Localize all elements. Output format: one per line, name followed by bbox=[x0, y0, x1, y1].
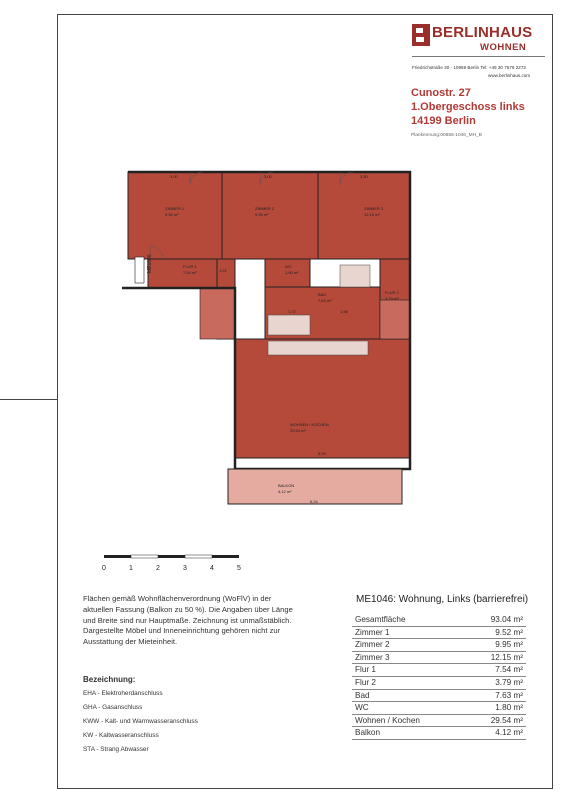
unit-tag-box bbox=[135, 257, 144, 283]
dim-balkon: 6,24 bbox=[310, 499, 318, 504]
area-wc: 1,80 m² bbox=[285, 270, 299, 275]
dim-zimmer2: 3,00 bbox=[264, 174, 272, 179]
legend-item: KWW - Kalt- und Warmwasseranschluss bbox=[83, 718, 198, 725]
dim-bad-b: 1,96 bbox=[340, 309, 348, 314]
dim-bad-a: 1,72 bbox=[288, 309, 296, 314]
room-zimmer2 bbox=[222, 172, 318, 259]
area-value: 9.95 m² bbox=[495, 640, 523, 650]
area-label: Zimmer 1 bbox=[355, 627, 390, 637]
area-label: Zimmer 2 bbox=[355, 640, 390, 650]
area-value: 9.52 m² bbox=[495, 627, 523, 637]
area-value: 3.79 m² bbox=[495, 677, 523, 687]
room-wohnen bbox=[235, 339, 410, 458]
brand-subtitle: WOHNEN bbox=[480, 42, 527, 53]
address-city: 14199 Berlin bbox=[411, 115, 476, 127]
label-flur2: FLUR 2 bbox=[385, 290, 399, 295]
area-zimmer1: 9,52 m² bbox=[165, 212, 179, 217]
legend-item: STA - Strang Abwasser bbox=[83, 746, 149, 753]
area-label: Flur 2 bbox=[355, 677, 376, 687]
area-label: Zimmer 3 bbox=[355, 652, 390, 662]
label-wc: WC bbox=[285, 264, 292, 269]
scale-tick: 0 bbox=[102, 565, 106, 572]
legend-item: KW - Kaltwasseranschluss bbox=[83, 732, 159, 739]
area-row bbox=[352, 652, 526, 665]
area-bad: 7,63 m² bbox=[318, 298, 332, 303]
unit-tag: ME1046 bbox=[147, 254, 153, 273]
area-value: 4.12 m² bbox=[495, 728, 523, 738]
dim-flur: 1,21 bbox=[219, 268, 227, 273]
scale-tick: 2 bbox=[156, 565, 160, 572]
address-street: Cunostr. 27 bbox=[411, 87, 471, 99]
area-value: 12.15 m² bbox=[490, 652, 523, 662]
area-row bbox=[352, 677, 526, 690]
shower bbox=[340, 265, 370, 287]
area-value: 7.63 m² bbox=[495, 690, 523, 700]
dim-zimmer1: 3,00 bbox=[170, 174, 178, 179]
area-balkon: 4,12 m² bbox=[278, 489, 292, 494]
brand-website: www.berlinhaus.com bbox=[488, 73, 531, 78]
label-zimmer2: ZIMMER 2 bbox=[255, 206, 275, 211]
brand-address: Friedrichstraße 30 · 10969 Berlin Tel: +49 30 7676 2272 bbox=[412, 65, 526, 70]
label-wohnen: WOHNEN / KOCHEN bbox=[290, 422, 329, 427]
brand-divider bbox=[412, 56, 545, 57]
scale-bar bbox=[100, 552, 250, 574]
fold-mark bbox=[0, 399, 57, 400]
area-value: 29.54 m² bbox=[490, 715, 523, 725]
area-row bbox=[352, 627, 526, 640]
dim-zimmer3: 3,80 bbox=[360, 174, 368, 179]
area-flur1: 7,54 m² bbox=[183, 270, 197, 275]
area-row bbox=[352, 702, 526, 715]
area-label: Gesamtfläche bbox=[355, 615, 406, 624]
area-disclaimer: Flächen gemäß Wohnflächenverordnung (WoFlV) in der aktuellen Fassung (Balkon zu 50 %). Die Angaben über Länge und Breite sind nur Hauptmaße. Zeichnung ist unmaßstäblich. Dargestellte Möbel und Inneneinrichtung gehören nicht zur Ausstattung der Mieteinheit. bbox=[83, 594, 293, 647]
dim-wohnen: 5,93 bbox=[318, 451, 326, 456]
scale-tick: 5 bbox=[237, 565, 241, 572]
label-zimmer3: ZIMMER 3 bbox=[364, 206, 384, 211]
area-table bbox=[352, 614, 526, 740]
scale-tick: 3 bbox=[183, 565, 187, 572]
area-wohnen: 29,54 m² bbox=[290, 428, 306, 433]
area-row bbox=[352, 690, 526, 703]
area-row bbox=[352, 715, 526, 728]
area-label: Balkon bbox=[355, 728, 381, 738]
bathtub bbox=[268, 315, 310, 335]
legend-title: Bezeichnung: bbox=[83, 675, 136, 684]
scale-tick: 4 bbox=[210, 565, 214, 572]
area-value: 1.80 m² bbox=[495, 703, 523, 713]
area-row bbox=[352, 664, 526, 677]
area-label: Wohnen / Kochen bbox=[355, 715, 420, 725]
plan-code: Plankennung:00655-1046_MH_B bbox=[411, 133, 482, 138]
area-zimmer2: 9,95 m² bbox=[255, 212, 269, 217]
area-label: Bad bbox=[355, 690, 370, 700]
room-flur2-light bbox=[380, 300, 410, 339]
legend-item: EHA - Elektroherdanschluss bbox=[83, 690, 163, 697]
area-value: 93.04 m² bbox=[490, 615, 523, 624]
scale-tick: 1 bbox=[129, 565, 133, 572]
label-balkon: BALKON bbox=[278, 483, 295, 488]
area-row bbox=[352, 614, 526, 627]
area-value: 7.54 m² bbox=[495, 665, 523, 675]
label-flur1: FLUR 1 bbox=[183, 264, 197, 269]
legend-item: GHA - Gasanschluss bbox=[83, 704, 143, 711]
label-bad: BAD bbox=[318, 292, 327, 297]
berlinhaus-logo-icon bbox=[412, 24, 430, 46]
area-row bbox=[352, 639, 526, 652]
address-floor: 1.Obergeschoss links bbox=[411, 101, 525, 113]
area-label: Flur 1 bbox=[355, 665, 376, 675]
brand-name: BERLINHAUS bbox=[432, 24, 533, 41]
unit-title: ME1046: Wohnung, Links (barrierefrei) bbox=[356, 594, 529, 605]
room-flur1-light bbox=[200, 288, 235, 339]
area-zimmer3: 12,15 m² bbox=[364, 212, 380, 217]
floor-plan bbox=[100, 150, 440, 510]
kitchen-counter bbox=[268, 341, 368, 355]
area-row bbox=[352, 727, 526, 740]
area-label: WC bbox=[355, 703, 369, 713]
area-flur2: 3,79 m² bbox=[385, 296, 399, 301]
label-zimmer1: ZIMMER 1 bbox=[165, 206, 185, 211]
